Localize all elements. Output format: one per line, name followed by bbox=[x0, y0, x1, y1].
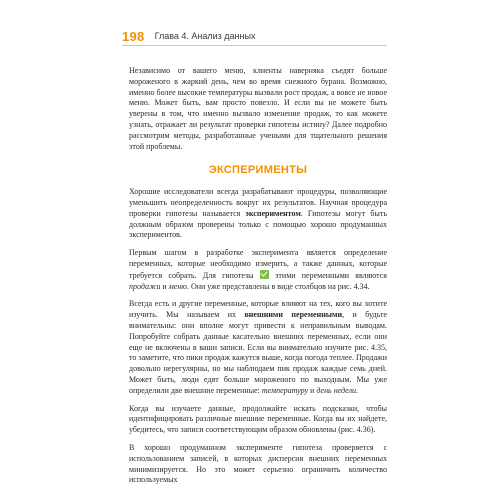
text-span: этими переменными являются bbox=[268, 270, 387, 280]
text-span: Всегда есть и другие переменные, которые влияют на тех, кого вы хотите изучить. Мы называем их bbox=[129, 299, 387, 320]
variable-sales: продажи bbox=[129, 281, 161, 291]
text-span: Первым шагом в разработке эксперимента является определение переменных, которые необходимо измерить, а также данных, которые требуется собрать. Для гипотезы bbox=[129, 248, 387, 280]
page-number: 198 bbox=[122, 28, 145, 44]
variable-weekday: день недели bbox=[316, 385, 356, 395]
page-content bbox=[129, 66, 387, 493]
page-header bbox=[122, 27, 387, 46]
variable-temperature: температуру bbox=[261, 385, 309, 395]
check-icon bbox=[260, 270, 269, 279]
term-external-variables: внешними переменными bbox=[244, 310, 343, 320]
text-span: и bbox=[160, 281, 169, 291]
text-span: . bbox=[356, 385, 358, 395]
text-span: Хорошие исследователи всегда разрабатывают процедуры, позволяющие уменьшить неопределенность вокруг их результатов. Научная процедура проверки гипотезы называется bbox=[129, 187, 387, 218]
text-span: , и будьте внимательны: они вполне могут привести к неправильным выводам. Попробуйте собрать данные касательно внешних переменных, если они еще не включены в ваши записи. Если вы внимательно изучите рис. 4.35, то заметите, что пики продаж кажутся выше, когда погода теплее. Продажи довольно нерегулярны, но мы наблюдаем пик продаж каждые семь дней. Может быть, люди едят больше мороженого по выходным. Мы уже определили две внешние переменные: bbox=[129, 310, 387, 395]
paragraph-experiment-definition bbox=[129, 187, 387, 241]
paragraph-external-variables bbox=[129, 299, 387, 396]
section-heading: ЭКСПЕРИМЕНТЫ bbox=[208, 164, 308, 177]
text-span: и bbox=[308, 385, 317, 395]
term-experiment: экспериментом bbox=[245, 208, 301, 218]
chapter-title: Глава 4. Анализ данных bbox=[154, 31, 256, 41]
text-span: . Гипотезы могут быть должным образом проверены только с помощью хорошо продуманных экспериментов. bbox=[129, 208, 387, 240]
text-span: . Они уже представлены в виде столбцов на рис. 4.34. bbox=[186, 281, 370, 291]
variable-menu: меню bbox=[168, 281, 187, 291]
paragraph-variance: В хорошо продуманном эксперименте гипотеза проверяется с использованием записей, в которых дисперсия внешних переменных минимизируется. Но это может серьезно ограничить количество используемых bbox=[129, 442, 387, 485]
paragraph-clues: Когда вы изучаете данные, продолжайте искать подсказки, чтобы идентифицировать различные внешние переменные. Когда вы их найдете, убедитесь, что записи соответствующим образом обновлены (рис. 4.36). bbox=[129, 403, 387, 435]
paragraph-variables bbox=[129, 248, 387, 292]
intro-paragraph: Независимо от вашего меню, клиенты наверняка съедят больше мороженого в жаркий день, чем во время снежного бурана. Возможно, именно более высокие температуры вызвали рост продаж, а вовсе не новое меню. Может быть, вам просто повезло. И если вы не можете быть уверены в том, что именно вызвало изменение продаж, то как можете узнать, отражает ли результат проверки гипотезы истину? Далее подробно рассмотрим методы, разработанные учеными для тщательного решения этой проблемы. bbox=[129, 66, 387, 151]
